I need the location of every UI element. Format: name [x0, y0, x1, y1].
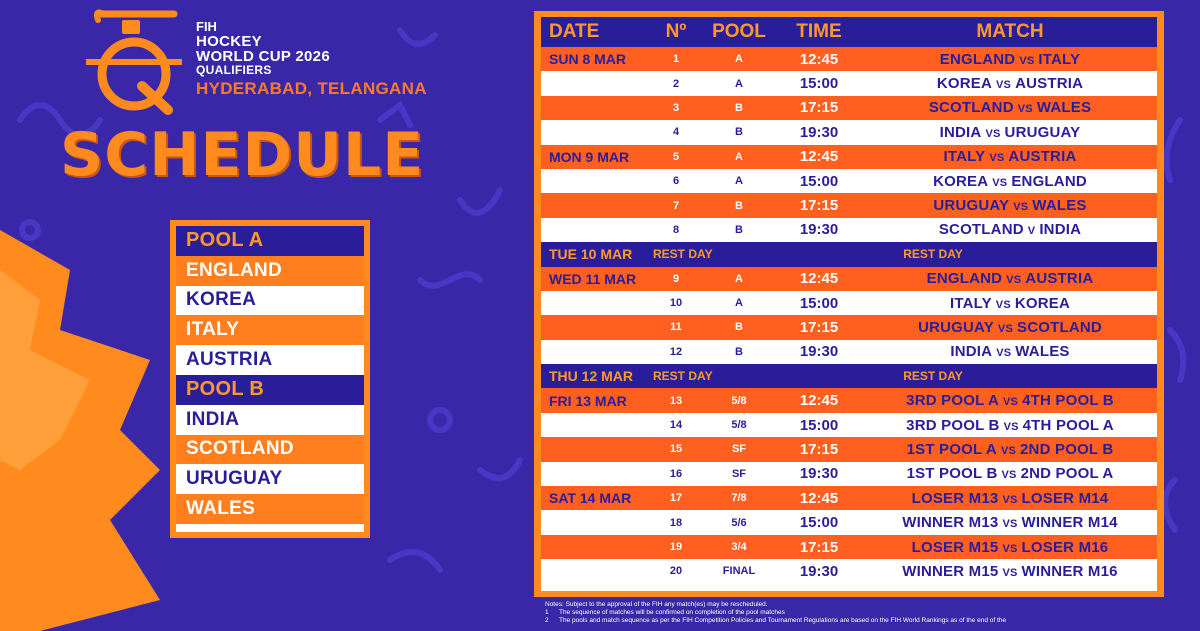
- match-row: [541, 71, 1157, 95]
- home-team: ITALY: [943, 148, 986, 166]
- match-date: SAT 14 MAR: [549, 490, 632, 507]
- note-item: [545, 609, 1185, 617]
- match-number: 12: [669, 345, 683, 358]
- home-team: URUGUAY: [918, 318, 994, 336]
- match-time: 12:45: [799, 392, 839, 410]
- away-team: WALES: [1036, 99, 1092, 117]
- home-team: 3RD POOL B: [906, 416, 1000, 434]
- match-time: 19:30: [799, 221, 839, 239]
- away-team: KOREA: [1014, 294, 1071, 312]
- home-team: 1ST POOL B: [906, 465, 998, 483]
- match-row: [541, 145, 1157, 169]
- home-team: KOREA: [936, 75, 992, 93]
- match-fixture: [863, 490, 1157, 507]
- match-row: [541, 437, 1157, 461]
- away-team: LOSER M16: [1021, 538, 1109, 556]
- away-team: 2ND POOL A: [1020, 465, 1114, 483]
- versus-label: VS: [985, 127, 1001, 140]
- match-number: 16: [669, 467, 683, 480]
- match-time: 15:00: [799, 294, 839, 312]
- match-pool: 5/8: [731, 394, 747, 407]
- match-row: [541, 510, 1157, 534]
- match-row: [541, 120, 1157, 144]
- match-number: 15: [669, 443, 683, 456]
- schedule-table: [534, 11, 1164, 597]
- rest-day-label: REST DAY: [653, 369, 713, 384]
- pool-team: SCOTLAND: [176, 435, 364, 465]
- match-time: 12:45: [799, 270, 839, 288]
- match-number: 18: [669, 516, 683, 529]
- match-time: 17:15: [799, 318, 839, 336]
- rest-day-label: REST DAY: [903, 369, 963, 384]
- match-pool: A: [735, 175, 743, 188]
- match-number: 20: [669, 565, 683, 578]
- event-header: [196, 20, 427, 99]
- away-team: 4TH POOL A: [1022, 416, 1114, 434]
- pool-team: WALES: [176, 494, 364, 524]
- match-row: [541, 559, 1157, 583]
- versus-label: VS: [1003, 420, 1019, 433]
- versus-label: VS: [1017, 103, 1033, 116]
- match-fixture: [863, 295, 1157, 312]
- match-fixture: [863, 392, 1157, 409]
- match-pool: B: [735, 199, 743, 212]
- match-pool: SF: [731, 467, 747, 480]
- away-team: INDIA: [1039, 221, 1082, 239]
- away-team: ENGLAND: [1011, 172, 1087, 190]
- match-number: 10: [669, 297, 683, 310]
- hockey-q-logo: [82, 6, 187, 116]
- match-time: 15:00: [799, 172, 839, 190]
- home-team: LOSER M13: [911, 489, 999, 507]
- match-row: [541, 267, 1157, 291]
- match-fixture: [863, 148, 1157, 165]
- match-date: THU 12 MAR: [549, 368, 634, 385]
- venue: HYDERABAD, TELANGANA: [196, 79, 427, 98]
- match-fixture: [863, 319, 1157, 336]
- match-row: [541, 47, 1157, 71]
- versus-label: VS: [1002, 493, 1018, 506]
- event-name-line2: WORLD CUP 2026: [196, 48, 330, 65]
- match-fixture: [863, 197, 1157, 214]
- rest-day-label: REST DAY: [653, 247, 713, 262]
- match-row: [541, 218, 1157, 242]
- match-row: [541, 535, 1157, 559]
- note-number: 1: [545, 609, 549, 616]
- match-time: 15:00: [799, 514, 839, 532]
- match-time: 19:30: [799, 343, 839, 361]
- match-row: [541, 388, 1157, 412]
- match-fixture: [863, 173, 1157, 190]
- match-pool: B: [735, 321, 743, 334]
- pool-team: URUGUAY: [176, 464, 364, 494]
- note-text: The pools and match sequence as per the FIH Competition Policies and Tournament Regulations are based on the FIH World Rankings as of the end of the: [559, 617, 1007, 624]
- home-team: URUGUAY: [933, 197, 1010, 215]
- match-fixture: [863, 441, 1157, 458]
- match-date: SUN 8 MAR: [549, 51, 627, 68]
- rest-day-label: REST DAY: [903, 247, 963, 262]
- event-name-line1: HOCKEY: [196, 33, 262, 50]
- column-header-match: MATCH: [976, 21, 1044, 42]
- away-team: WALES: [1032, 197, 1087, 215]
- match-pool: A: [735, 150, 743, 163]
- pool-team: ITALY: [176, 315, 364, 345]
- away-team: LOSER M14: [1021, 489, 1109, 507]
- match-fixture: [863, 539, 1157, 556]
- notes-intro: Notes: Subject to the approval of the FIH any match(es) may be rescheduled.: [545, 601, 768, 608]
- away-team: 4TH POOL B: [1022, 392, 1114, 410]
- match-row: [541, 340, 1157, 364]
- pool-heading: POOL B: [176, 375, 364, 405]
- home-team: INDIA: [939, 123, 982, 141]
- match-row: [541, 462, 1157, 486]
- versus-label: VS: [1000, 444, 1017, 457]
- page-title: SCHEDULE: [60, 120, 425, 190]
- match-pool: 7/8: [731, 492, 747, 505]
- rest-day-row: [541, 242, 1157, 266]
- match-row: [541, 486, 1157, 510]
- match-pool: 5/6: [731, 516, 747, 529]
- away-team: WINNER M14: [1021, 514, 1118, 532]
- schedule-header-row: [541, 17, 1157, 47]
- match-time: 15:00: [799, 416, 839, 434]
- match-fixture: [863, 75, 1157, 92]
- away-team: AUSTRIA: [1025, 270, 1094, 288]
- home-team: ENGLAND: [939, 50, 1016, 68]
- versus-label: V: [1027, 225, 1036, 238]
- match-row: [541, 291, 1157, 315]
- match-fixture: [863, 417, 1157, 434]
- versus-label: VS: [996, 347, 1012, 360]
- home-team: WINNER M13: [902, 514, 999, 532]
- pool-team: ENGLAND: [176, 256, 364, 286]
- versus-label: VS: [1002, 518, 1018, 531]
- column-header-date: DATE: [549, 21, 600, 42]
- match-row: [541, 413, 1157, 437]
- notes: [545, 601, 1185, 625]
- match-fixture: [863, 514, 1157, 531]
- match-pool: 5/8: [731, 419, 747, 432]
- match-number: 11: [670, 321, 682, 334]
- match-pool: B: [735, 101, 743, 114]
- column-header-number: Nº: [665, 21, 687, 42]
- match-date: TUE 10 MAR: [549, 246, 633, 263]
- versus-label: VS: [1001, 469, 1017, 482]
- match-number: 13: [669, 394, 683, 407]
- match-time: 19:30: [799, 123, 839, 141]
- match-number: 4: [672, 126, 680, 139]
- match-row: [541, 193, 1157, 217]
- match-number: 5: [672, 150, 680, 163]
- versus-label: VS: [997, 322, 1013, 335]
- match-pool: A: [735, 297, 743, 310]
- match-number: 1: [672, 53, 680, 66]
- fih-logo-text: FIH: [196, 19, 217, 34]
- match-time: 17:15: [799, 197, 839, 215]
- match-time: 19:30: [799, 465, 839, 483]
- away-team: 2ND POOL B: [1020, 440, 1114, 458]
- match-number: 17: [669, 492, 683, 505]
- match-number: 7: [672, 199, 680, 212]
- match-date: FRI 13 MAR: [549, 392, 627, 409]
- versus-label: VS: [1019, 54, 1035, 67]
- match-number: 8: [672, 223, 680, 236]
- home-team: LOSER M15: [911, 538, 999, 556]
- match-time: 17:15: [799, 538, 839, 556]
- match-pool: SF: [731, 443, 747, 456]
- versus-label: VS: [1013, 201, 1029, 214]
- match-number: 9: [672, 272, 680, 285]
- match-row: [541, 315, 1157, 339]
- match-time: 17:15: [799, 99, 839, 117]
- match-pool: A: [735, 77, 743, 90]
- pool-team: KOREA: [176, 286, 364, 316]
- match-pool: A: [735, 272, 743, 285]
- match-row: [541, 169, 1157, 193]
- versus-label: VS: [1002, 542, 1018, 555]
- match-pool: FINAL: [722, 565, 756, 578]
- home-team: ENGLAND: [926, 270, 1003, 288]
- match-fixture: [863, 221, 1157, 238]
- match-fixture: [863, 124, 1157, 141]
- note-number: 2: [545, 617, 549, 624]
- match-fixture: [863, 343, 1157, 360]
- home-team: 3RD POOL A: [906, 392, 1000, 410]
- match-pool: B: [735, 345, 743, 358]
- match-fixture: [863, 563, 1157, 580]
- match-number: 14: [669, 419, 683, 432]
- match-pool: B: [735, 126, 743, 139]
- home-team: WINNER M15: [902, 562, 999, 580]
- match-pool: B: [735, 223, 743, 236]
- column-header-time: TIME: [796, 21, 842, 42]
- home-team: KOREA: [933, 172, 989, 190]
- match-date: WED 11 MAR: [549, 270, 637, 287]
- match-fixture: [863, 270, 1157, 287]
- match-fixture: [863, 51, 1157, 68]
- pool-team: INDIA: [176, 405, 364, 435]
- versus-label: VS: [1002, 566, 1018, 579]
- versus-label: VS: [995, 298, 1011, 311]
- home-team: SCOTLAND: [938, 221, 1024, 239]
- column-header-pool: POOL: [712, 21, 766, 42]
- match-pool: A: [735, 53, 743, 66]
- match-pool: 3/4: [731, 541, 747, 553]
- match-number: 6: [672, 175, 680, 188]
- match-fixture: [863, 99, 1157, 116]
- away-team: URUGUAY: [1004, 123, 1081, 141]
- versus-label: VS: [992, 176, 1008, 189]
- pool-heading: POOL A: [176, 226, 364, 256]
- note-text: The sequence of matches will be confirmed on completion of the pool matches: [559, 609, 785, 616]
- match-fixture: [863, 465, 1157, 482]
- match-time: 12:45: [799, 50, 839, 68]
- match-number: 19: [669, 541, 683, 553]
- match-time: 15:00: [799, 75, 839, 93]
- match-number: 2: [672, 77, 680, 90]
- match-time: 12:45: [799, 148, 839, 166]
- match-time: 19:30: [799, 562, 839, 580]
- match-number: 3: [672, 101, 680, 114]
- away-team: WALES: [1015, 343, 1070, 361]
- home-team: 1ST POOL A: [906, 440, 997, 458]
- note-item: [545, 617, 1185, 625]
- home-team: SCOTLAND: [928, 99, 1014, 117]
- home-team: INDIA: [950, 343, 993, 361]
- home-team: ITALY: [949, 294, 992, 312]
- versus-label: VS: [1003, 396, 1019, 409]
- pool-team: AUSTRIA: [176, 345, 364, 375]
- event-name-line3: QUALIFIERS: [196, 63, 272, 77]
- match-date: MON 9 MAR: [549, 148, 630, 165]
- match-row: [541, 96, 1157, 120]
- versus-label: VS: [989, 152, 1005, 165]
- away-team: AUSTRIA: [1008, 148, 1077, 166]
- pool-list: [170, 220, 370, 538]
- away-team: ITALY: [1038, 50, 1081, 68]
- versus-label: VS: [996, 79, 1012, 92]
- away-team: AUSTRIA: [1015, 75, 1084, 93]
- match-time: 12:45: [799, 489, 839, 507]
- match-time: 17:15: [799, 440, 839, 458]
- away-team: SCOTLAND: [1017, 318, 1102, 336]
- versus-label: VS: [1006, 274, 1022, 287]
- rest-day-row: [541, 364, 1157, 388]
- away-team: WINNER M16: [1021, 562, 1118, 580]
